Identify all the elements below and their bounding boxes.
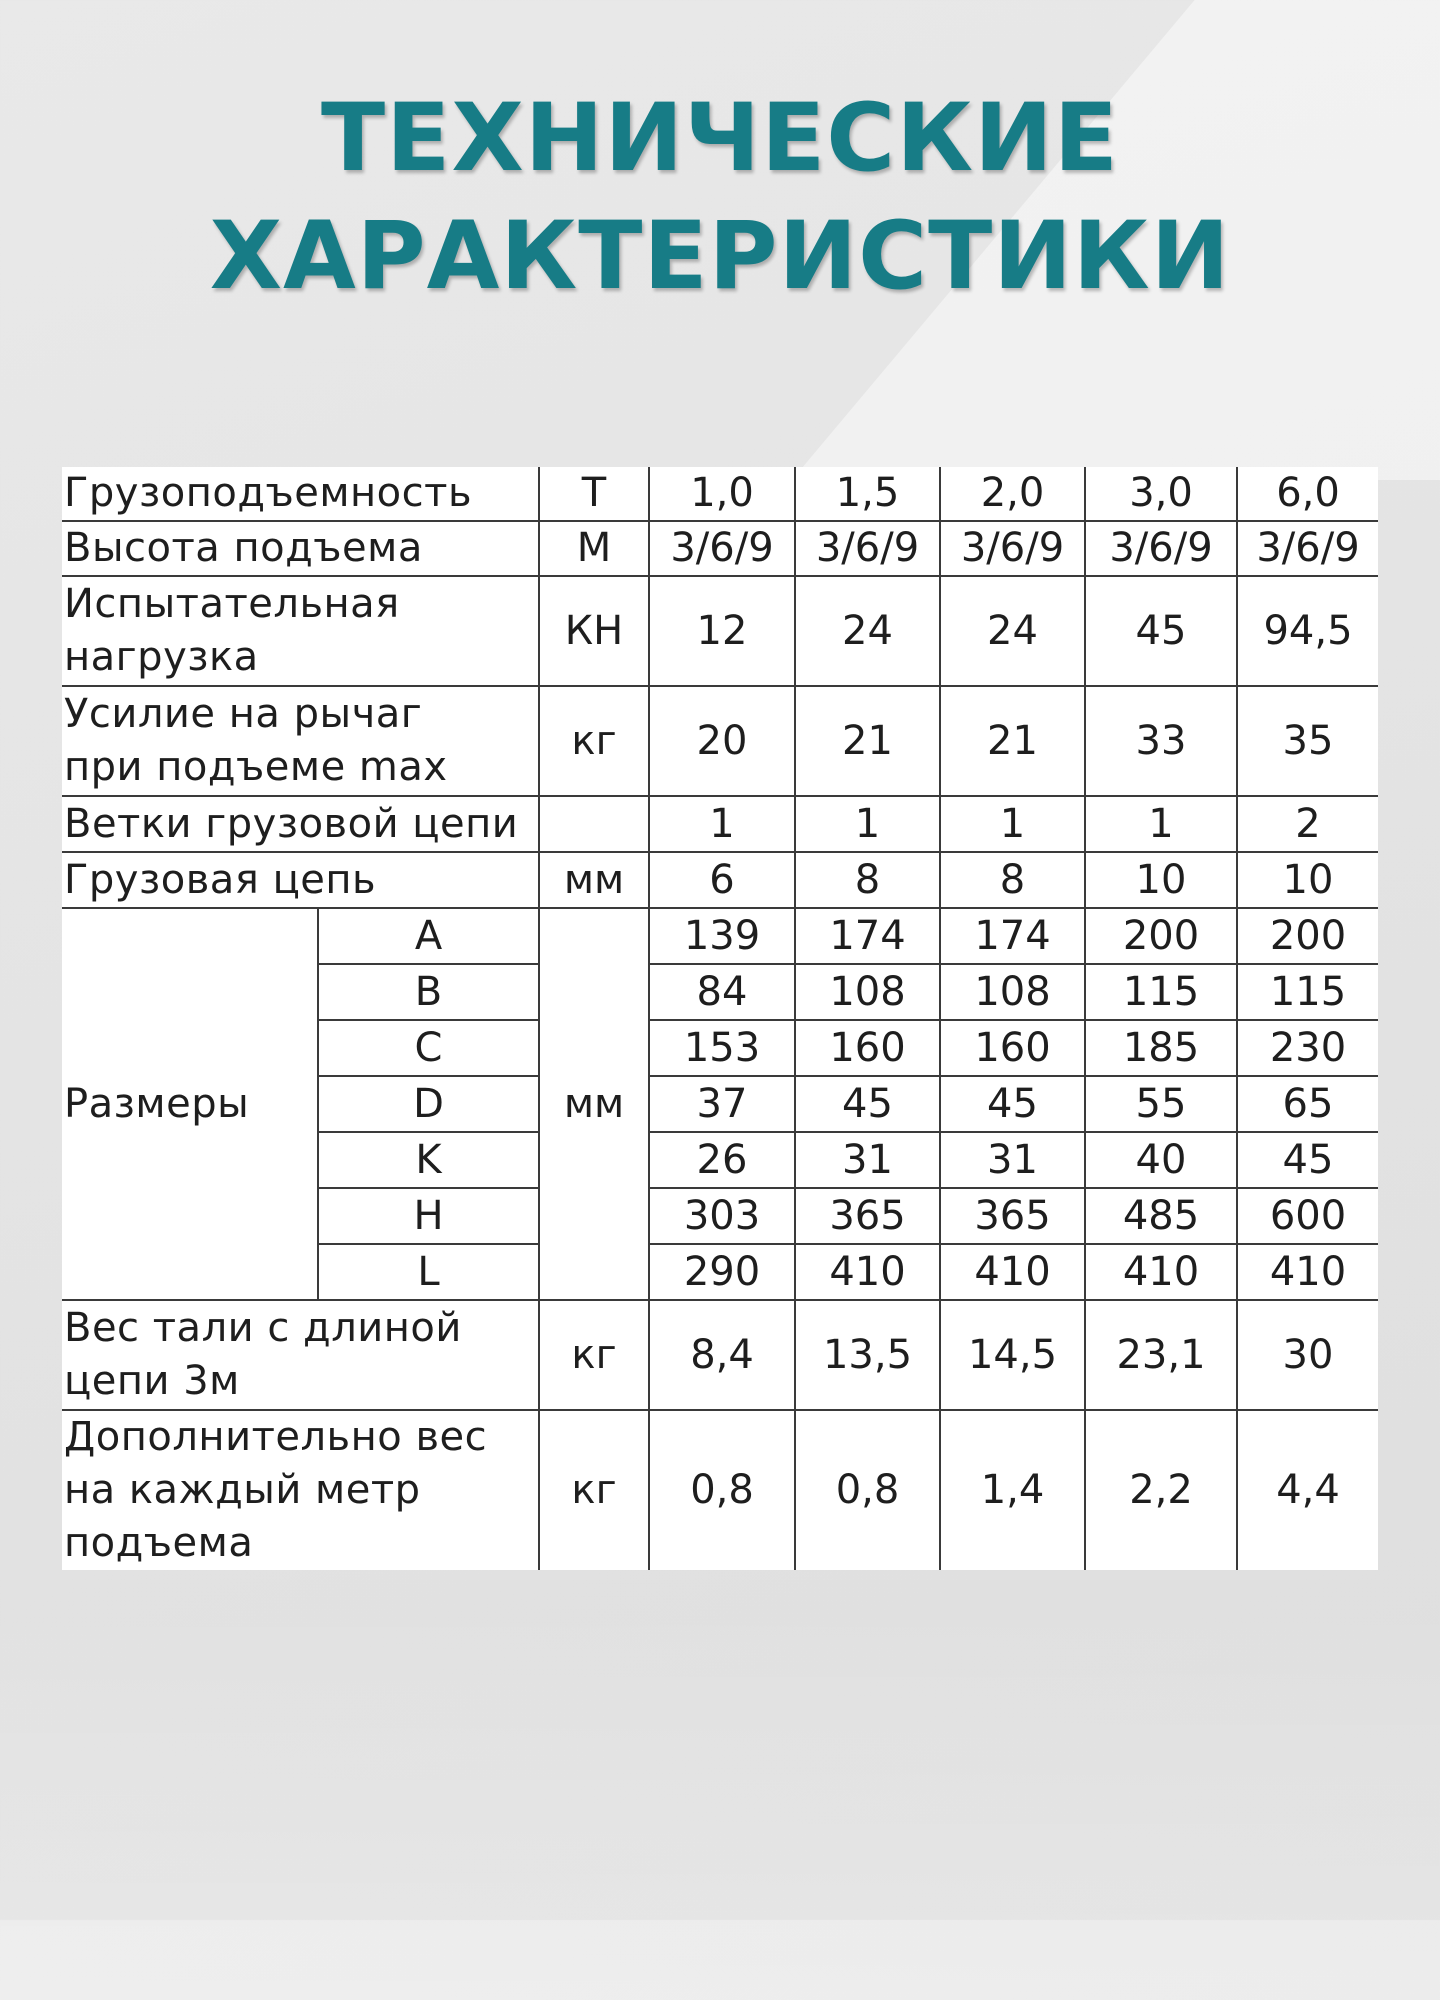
row-value: 45 [1085, 576, 1237, 686]
page-title [0, 80, 1440, 316]
row-value: 8,4 [649, 1300, 795, 1410]
row-unit: Т [539, 467, 649, 521]
specifications-table [62, 467, 1378, 1570]
row-value: 45 [1237, 1132, 1378, 1188]
row-value: 410 [1085, 1244, 1237, 1300]
row-value: 410 [1237, 1244, 1378, 1300]
row-value: 174 [795, 908, 940, 964]
row-value: 2 [1237, 796, 1378, 852]
row-value: 410 [795, 1244, 940, 1300]
table-row-lever-force [62, 686, 1378, 796]
row-value: 160 [940, 1020, 1085, 1076]
row-label: Грузоподъемность [62, 467, 539, 521]
dimension-key: L [318, 1244, 539, 1300]
table-row-load-chain [62, 852, 1378, 908]
row-value: 8 [940, 852, 1085, 908]
row-unit: КН [539, 576, 649, 686]
row-value: 10 [1085, 852, 1237, 908]
dimensions-unit: мм [539, 908, 649, 1300]
row-value: 1,5 [795, 467, 940, 521]
dimension-key: A [318, 908, 539, 964]
table-row-capacity [62, 467, 1378, 521]
row-label: Ветки грузовой цепи [62, 796, 539, 852]
row-value: 33 [1085, 686, 1237, 796]
row-value: 0,8 [649, 1410, 795, 1570]
row-value: 24 [940, 576, 1085, 686]
row-value: 115 [1085, 964, 1237, 1020]
row-value: 200 [1237, 908, 1378, 964]
row-value: 31 [795, 1132, 940, 1188]
row-value: 8 [795, 852, 940, 908]
row-value: 31 [940, 1132, 1085, 1188]
row-value: 23,1 [1085, 1300, 1237, 1410]
dimension-key: B [318, 964, 539, 1020]
row-value: 6,0 [1237, 467, 1378, 521]
row-label: Дополнительно вес на каждый метр подъема [62, 1410, 539, 1570]
row-value: 35 [1237, 686, 1378, 796]
row-unit: кг [539, 1300, 649, 1410]
row-value: 24 [795, 576, 940, 686]
row-label: Испытательная нагрузка [62, 576, 539, 686]
row-value: 108 [940, 964, 1085, 1020]
row-value: 84 [649, 964, 795, 1020]
row-value: 160 [795, 1020, 940, 1076]
row-value: 1,4 [940, 1410, 1085, 1570]
background-bottom-shade [0, 1600, 1440, 2000]
row-value: 1 [1085, 796, 1237, 852]
row-value: 55 [1085, 1076, 1237, 1132]
row-value: 12 [649, 576, 795, 686]
row-value: 45 [940, 1076, 1085, 1132]
table-row-dimension-a [62, 908, 1378, 964]
row-value: 4,4 [1237, 1410, 1378, 1570]
row-value: 185 [1085, 1020, 1237, 1076]
dimension-key: D [318, 1076, 539, 1132]
row-unit [539, 796, 649, 852]
row-value: 21 [795, 686, 940, 796]
row-unit: кг [539, 686, 649, 796]
row-value: 485 [1085, 1188, 1237, 1244]
page-title-line-2: ХАРАКТЕРИСТИКИ [209, 202, 1231, 311]
row-value: 26 [649, 1132, 795, 1188]
row-value: 3,0 [1085, 467, 1237, 521]
row-value: 365 [940, 1188, 1085, 1244]
row-value: 3/6/9 [1085, 521, 1237, 576]
row-value: 10 [1237, 852, 1378, 908]
table-row-extra-weight [62, 1410, 1378, 1570]
table-row-test-load [62, 576, 1378, 686]
table-row-hoist-weight [62, 1300, 1378, 1410]
row-value: 1 [795, 796, 940, 852]
table-row-chain-falls [62, 796, 1378, 852]
page-title-line-1: ТЕХНИЧЕСКИЕ [320, 84, 1120, 193]
row-value: 65 [1237, 1076, 1378, 1132]
row-value: 3/6/9 [795, 521, 940, 576]
row-label: Высота подъема [62, 521, 539, 576]
row-value: 0,8 [795, 1410, 940, 1570]
dimension-key: K [318, 1132, 539, 1188]
dimensions-label: Размеры [62, 908, 318, 1300]
row-label: Усилие на рычаг при подъеме max [62, 686, 539, 796]
row-value: 3/6/9 [940, 521, 1085, 576]
row-value: 40 [1085, 1132, 1237, 1188]
row-value: 108 [795, 964, 940, 1020]
row-value: 6 [649, 852, 795, 908]
row-value: 600 [1237, 1188, 1378, 1244]
row-value: 3/6/9 [649, 521, 795, 576]
row-value: 2,2 [1085, 1410, 1237, 1570]
row-value: 153 [649, 1020, 795, 1076]
dimension-key: C [318, 1020, 539, 1076]
row-value: 230 [1237, 1020, 1378, 1076]
row-value: 3/6/9 [1237, 521, 1378, 576]
row-value: 365 [795, 1188, 940, 1244]
row-value: 21 [940, 686, 1085, 796]
row-value: 290 [649, 1244, 795, 1300]
row-value: 174 [940, 908, 1085, 964]
row-unit: кг [539, 1410, 649, 1570]
row-unit: мм [539, 852, 649, 908]
row-value: 14,5 [940, 1300, 1085, 1410]
row-value: 13,5 [795, 1300, 940, 1410]
row-value: 410 [940, 1244, 1085, 1300]
row-label: Вес тали с длиной цепи 3м [62, 1300, 539, 1410]
table-row-lift-height [62, 521, 1378, 576]
row-value: 1,0 [649, 467, 795, 521]
row-value: 1 [649, 796, 795, 852]
row-value: 115 [1237, 964, 1378, 1020]
row-value: 45 [795, 1076, 940, 1132]
row-value: 1 [940, 796, 1085, 852]
row-unit: М [539, 521, 649, 576]
row-value: 200 [1085, 908, 1237, 964]
row-value: 20 [649, 686, 795, 796]
row-value: 94,5 [1237, 576, 1378, 686]
row-value: 2,0 [940, 467, 1085, 521]
row-value: 139 [649, 908, 795, 964]
row-value: 303 [649, 1188, 795, 1244]
row-value: 37 [649, 1076, 795, 1132]
dimension-key: H [318, 1188, 539, 1244]
row-value: 30 [1237, 1300, 1378, 1410]
row-label: Грузовая цепь [62, 852, 539, 908]
